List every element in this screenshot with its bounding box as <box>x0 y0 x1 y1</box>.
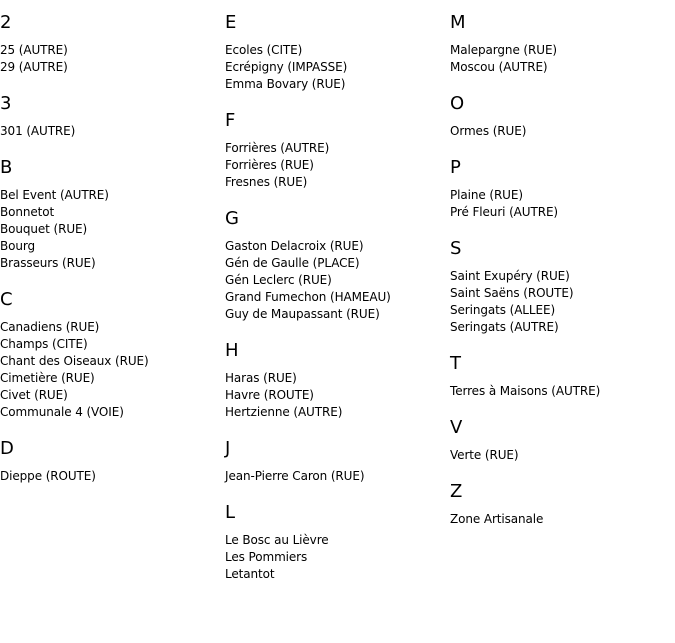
street-list <box>0 123 225 140</box>
letter-group <box>225 438 450 485</box>
street-item[interactable]: Zone Artisanale <box>450 512 544 526</box>
letter-heading: C <box>0 289 13 310</box>
street-item[interactable]: Brasseurs (RUE) <box>0 256 96 270</box>
street-item[interactable]: 29 (AUTRE) <box>0 60 68 74</box>
letter-group <box>0 438 225 485</box>
street-item[interactable]: Malepargne (RUE) <box>450 43 558 57</box>
street-item[interactable]: Gén de Gaulle (PLACE) <box>225 256 360 270</box>
street-item[interactable]: Bouquet (RUE) <box>0 222 88 236</box>
letter-group <box>225 340 450 421</box>
street-item[interactable]: Bel Event (AUTRE) <box>0 188 109 202</box>
street-item[interactable]: Communale 4 (VOIE) <box>0 405 124 419</box>
letter-group <box>225 208 450 323</box>
street-list <box>225 532 450 583</box>
street-item[interactable]: Gén Leclerc (RUE) <box>225 273 332 287</box>
letter-heading: 3 <box>0 93 12 114</box>
index-column <box>225 12 450 600</box>
letter-group <box>450 353 675 400</box>
letter-heading: G <box>225 208 239 229</box>
letter-group <box>450 157 675 221</box>
letter-heading: D <box>0 438 14 459</box>
street-item[interactable]: Canadiens (RUE) <box>0 320 100 334</box>
street-item[interactable]: Saint Exupéry (RUE) <box>450 269 570 283</box>
letter-group <box>0 157 225 272</box>
letter-heading: F <box>225 110 236 131</box>
street-item[interactable]: Havre (ROUTE) <box>225 388 314 402</box>
street-item[interactable]: Pré Fleuri (AUTRE) <box>450 205 559 219</box>
street-item[interactable]: Chant des Oiseaux (RUE) <box>0 354 149 368</box>
street-item[interactable]: Plaine (RUE) <box>450 188 523 202</box>
letter-heading: H <box>225 340 239 361</box>
street-item[interactable]: Verte (RUE) <box>450 448 519 462</box>
street-item[interactable]: Forrières (RUE) <box>225 158 314 172</box>
street-item[interactable]: Dieppe (ROUTE) <box>0 469 96 483</box>
street-item[interactable]: Jean-Pierre Caron (RUE) <box>225 469 365 483</box>
letter-group <box>225 12 450 93</box>
letter-heading: Z <box>450 481 463 502</box>
street-list <box>450 42 675 76</box>
street-item[interactable]: Bourg <box>0 239 36 253</box>
street-item[interactable]: Ormes (RUE) <box>450 124 527 138</box>
street-item[interactable]: Le Bosc au Lièvre <box>225 533 329 547</box>
street-item[interactable]: Terres à Maisons (AUTRE) <box>450 384 601 398</box>
letter-group <box>450 481 675 528</box>
street-list <box>450 187 675 221</box>
street-item[interactable]: 301 (AUTRE) <box>0 124 76 138</box>
street-list <box>450 268 675 336</box>
street-list <box>225 468 450 485</box>
street-list <box>225 140 450 191</box>
letter-group <box>450 417 675 464</box>
letter-group <box>225 502 450 583</box>
letter-group <box>0 93 225 140</box>
street-list <box>0 468 225 485</box>
street-item[interactable]: Guy de Maupassant (RUE) <box>225 307 380 321</box>
street-item[interactable]: Champs (CITE) <box>0 337 88 351</box>
street-item[interactable]: Grand Fumechon (HAMEAU) <box>225 290 391 304</box>
street-item[interactable]: Gaston Delacroix (RUE) <box>225 239 364 253</box>
street-item[interactable]: Ecoles (CITE) <box>225 43 303 57</box>
letter-heading: S <box>450 238 462 259</box>
street-list <box>450 383 675 400</box>
letter-heading: M <box>450 12 466 33</box>
street-list <box>0 42 225 76</box>
letter-heading: L <box>225 502 236 523</box>
street-list <box>225 370 450 421</box>
letter-heading: J <box>225 438 231 459</box>
street-item[interactable]: Emma Bovary (RUE) <box>225 77 346 91</box>
street-list <box>0 187 225 272</box>
letter-heading: V <box>450 417 463 438</box>
letter-group <box>450 238 675 336</box>
street-item[interactable]: Bonnetot <box>0 205 55 219</box>
letter-group <box>0 12 225 76</box>
letter-heading: T <box>450 353 461 374</box>
letter-heading: E <box>225 12 237 33</box>
street-item[interactable]: Civet (RUE) <box>0 388 68 402</box>
letter-group <box>0 289 225 421</box>
street-list <box>225 42 450 93</box>
street-item[interactable]: Moscou (AUTRE) <box>450 60 548 74</box>
letter-heading: B <box>0 157 13 178</box>
street-item[interactable]: Seringats (AUTRE) <box>450 320 559 334</box>
street-item[interactable]: Fresnes (RUE) <box>225 175 308 189</box>
letter-group <box>450 93 675 140</box>
letter-group <box>225 110 450 191</box>
street-item[interactable]: 25 (AUTRE) <box>0 43 68 57</box>
street-list <box>450 123 675 140</box>
street-item[interactable]: Forrières (AUTRE) <box>225 141 330 155</box>
letter-group <box>450 12 675 76</box>
index-column <box>0 12 225 502</box>
street-list <box>0 319 225 421</box>
index-column <box>450 12 675 545</box>
letter-heading: O <box>450 93 465 114</box>
street-item[interactable]: Hertzienne (AUTRE) <box>225 405 343 419</box>
street-item[interactable]: Seringats (ALLEE) <box>450 303 556 317</box>
street-list <box>450 447 675 464</box>
street-list <box>450 511 675 528</box>
street-item[interactable]: Ecrépigny (IMPASSE) <box>225 60 348 74</box>
letter-heading: 2 <box>0 12 12 33</box>
letter-heading: P <box>450 157 461 178</box>
street-item[interactable]: Letantot <box>225 567 275 581</box>
street-list <box>225 238 450 323</box>
street-item[interactable]: Cimetière (RUE) <box>0 371 95 385</box>
street-item[interactable]: Les Pommiers <box>225 550 308 564</box>
street-item[interactable]: Haras (RUE) <box>225 371 297 385</box>
street-item[interactable]: Saint Saëns (ROUTE) <box>450 286 574 300</box>
